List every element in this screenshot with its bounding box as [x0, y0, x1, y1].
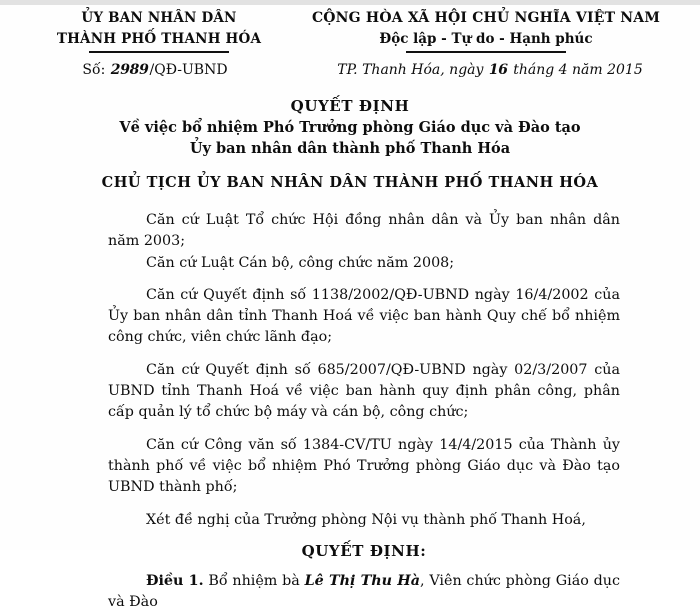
- paragraph-spacer: [108, 349, 620, 360]
- scan-edge-band: [0, 0, 700, 5]
- document-number-value: 2989: [110, 62, 149, 78]
- basis-clause: Căn cứ Luật Cán bộ, công chức năm 2008;: [146, 254, 455, 271]
- article-1-label: Điều 1.: [146, 572, 204, 589]
- date-year-value: 2015: [607, 62, 643, 78]
- basis-clause: Căn cứ Quyết định số 1138/2002/QĐ-UBND ngày 16/4/2002 của Ủy ban nhân dân tỉnh Thanh Hoá về việc ban hành Quy chế bổ nhiệm công chức, viên chức lãnh đạo;: [108, 286, 620, 346]
- paragraph-spacer: [108, 560, 620, 571]
- decision-subject-line2-text: Ủy ban nhân dân thành phố Thanh Hóa: [189, 140, 511, 157]
- basis-clause: Căn cứ Luật Tổ chức Hội đồng nhân dân và Ủy ban nhân dân năm 2003;: [108, 212, 620, 250]
- proposal-clause: Xét đề nghị của Trưởng phòng Nội vụ thành phố Thanh Hoá,: [146, 511, 586, 528]
- nation-line2-text: Độc lập - Tự do - Hạnh phúc: [379, 31, 593, 47]
- masthead-organization: [0, 9, 300, 53]
- paragraph-spacer: [108, 274, 620, 285]
- organization-line2: [57, 30, 261, 53]
- masthead: [0, 9, 700, 53]
- date-year-label: năm: [572, 62, 603, 78]
- document-date: [300, 62, 700, 78]
- article-1-text-before-name: Bổ nhiệm bà: [203, 572, 305, 589]
- decision-subject-line1: Về việc bổ nhiệm Phó Trưởng phòng Giáo dục và Đào tạo: [119, 119, 581, 136]
- paragraph-spacer: [108, 424, 620, 435]
- decision-title: QUYẾT ĐỊNH: [290, 97, 410, 115]
- decision-subject-line2: [190, 138, 510, 159]
- paragraph-spacer: [108, 531, 620, 542]
- organization-line2-text: THÀNH PHỐ THANH HÓA: [56, 31, 262, 47]
- document-meta-row: [0, 62, 700, 78]
- article-1-person-name: Lê Thị Thu Hà: [304, 572, 421, 589]
- nation-underline: [406, 51, 566, 53]
- date-month-value: 4: [558, 62, 568, 78]
- date-month-label: tháng: [513, 62, 555, 78]
- basis-clause: Căn cứ Quyết định số 685/2007/QĐ-UBND ngày 02/3/2007 của UBND tỉnh Thanh Hoá về việc ban hành quy định phân công, phân cấp quản lý tổ chức bộ máy và cán bộ, công chức;: [108, 361, 620, 421]
- document-number-prefix: Số:: [82, 62, 106, 78]
- organization-underline: [89, 51, 229, 53]
- masthead-nation: [300, 9, 700, 53]
- nation-line1: CỘNG HÒA XÃ HỘI CHỦ NGHĨA VIỆT NAM: [311, 10, 661, 26]
- basis-clause: Căn cứ Công văn số 1384-CV/TU ngày 14/4/2015 của Thành ủy thành phố về việc bổ nhiệm Phó Trưởng phòng Giáo dục và Đào tạo UBND thành phố;: [108, 436, 620, 496]
- document-number-suffix: /QĐ-UBND: [149, 62, 228, 78]
- date-day-value: 16: [488, 62, 508, 78]
- date-place: TP. Thanh Hóa,: [337, 62, 445, 78]
- authority-heading: CHỦ TỊCH ỦY BAN NHÂN DÂN THÀNH PHỐ THANH HÓA: [101, 174, 599, 191]
- date-day-label: ngày: [449, 62, 484, 78]
- document-number: [0, 62, 300, 78]
- organization-line1: ỦY BAN NHÂN DÂN: [81, 10, 237, 26]
- document-body: [108, 210, 620, 613]
- title-block: [0, 96, 700, 159]
- article-1-text-after-name: , Viên chức phòng Giáo dục và Đào: [108, 572, 620, 611]
- nation-line2: [379, 30, 592, 53]
- article-1: [108, 571, 620, 613]
- decide-heading: QUYẾT ĐỊNH:: [301, 541, 427, 560]
- paragraph-spacer: [108, 499, 620, 510]
